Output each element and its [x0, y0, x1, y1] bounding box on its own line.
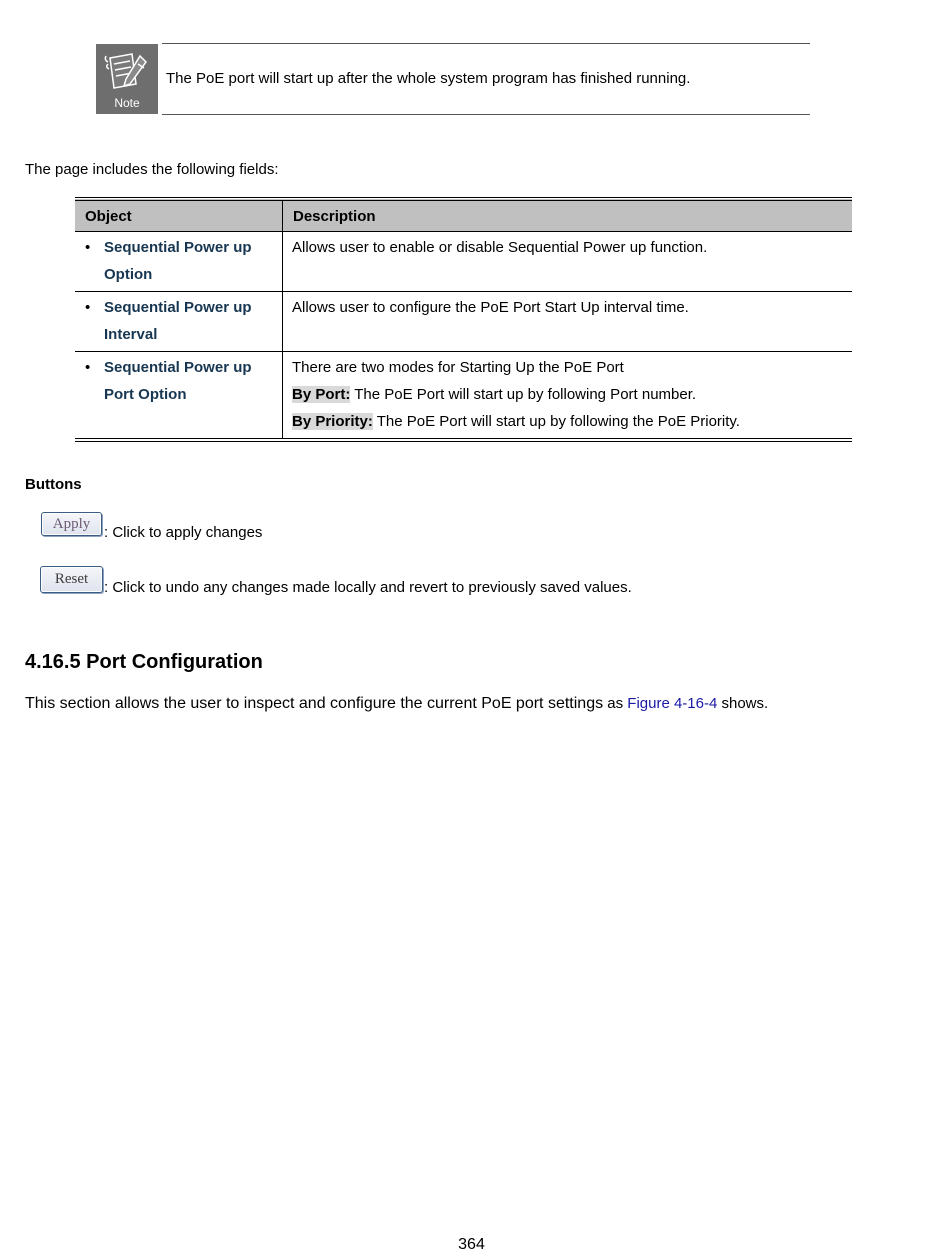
- mode-text: The PoE Port will start up by following Port number.: [350, 386, 697, 403]
- apply-button[interactable]: Apply: [41, 512, 102, 536]
- note-icon: [96, 44, 158, 114]
- description-intro: There are two modes for Starting Up the PoE Port: [292, 359, 624, 376]
- mode-text: The PoE Port will start up by following the PoE Priority.: [372, 413, 740, 430]
- note-text: The PoE port will start up after the whole system program has finished running.: [166, 70, 691, 87]
- reset-description: : Click to undo any changes made locally and revert to previously saved values.: [104, 579, 632, 596]
- description-column-header: Description: [283, 199, 853, 232]
- table-row: [75, 292, 852, 352]
- buttons-heading: Buttons: [25, 476, 82, 493]
- note-bottom-rule: [162, 114, 810, 115]
- mode-by-port: [292, 381, 843, 408]
- mode-label: By Priority:: [292, 413, 373, 430]
- section-as: as: [603, 695, 628, 712]
- table-row: [75, 352, 852, 441]
- section-heading: 4.16.5 Port Configuration: [25, 651, 263, 673]
- description-cell: [283, 352, 853, 441]
- mode-label: By Port:: [292, 386, 351, 403]
- apply-description: : Click to apply changes: [104, 524, 263, 541]
- bullet-icon: •: [85, 239, 91, 256]
- figure-link[interactable]: Figure 4-16-4: [627, 695, 718, 712]
- description-cell: Allows user to enable or disable Sequential Power up function.: [283, 232, 853, 292]
- bullet-icon: •: [85, 299, 91, 316]
- object-name: Sequential Power up Interval: [104, 299, 252, 343]
- description-cell: Allows user to configure the PoE Port Start Up interval time.: [283, 292, 853, 352]
- intro-paragraph: The page includes the following fields:: [25, 161, 279, 178]
- page-number: 364: [458, 1236, 485, 1253]
- object-column-header: Object: [75, 199, 283, 232]
- object-cell: [75, 292, 283, 352]
- note-icon-label: Note: [114, 96, 140, 110]
- section-paragraph: [25, 695, 768, 713]
- bullet-icon: •: [85, 359, 91, 376]
- table-header-row: [75, 199, 852, 232]
- object-cell: [75, 232, 283, 292]
- note-top-rule: [162, 43, 810, 44]
- fields-table: [75, 197, 852, 442]
- mode-by-priority: [292, 408, 843, 435]
- table-row: [75, 232, 852, 292]
- object-name: Sequential Power up Option: [104, 239, 252, 283]
- object-name: Sequential Power up Port Option: [104, 359, 252, 403]
- object-cell: [75, 352, 283, 441]
- section-shows: shows.: [717, 695, 769, 712]
- reset-button[interactable]: Reset: [40, 566, 103, 593]
- section-text: This section allows the user to inspect and configure the current PoE port settings: [25, 695, 604, 712]
